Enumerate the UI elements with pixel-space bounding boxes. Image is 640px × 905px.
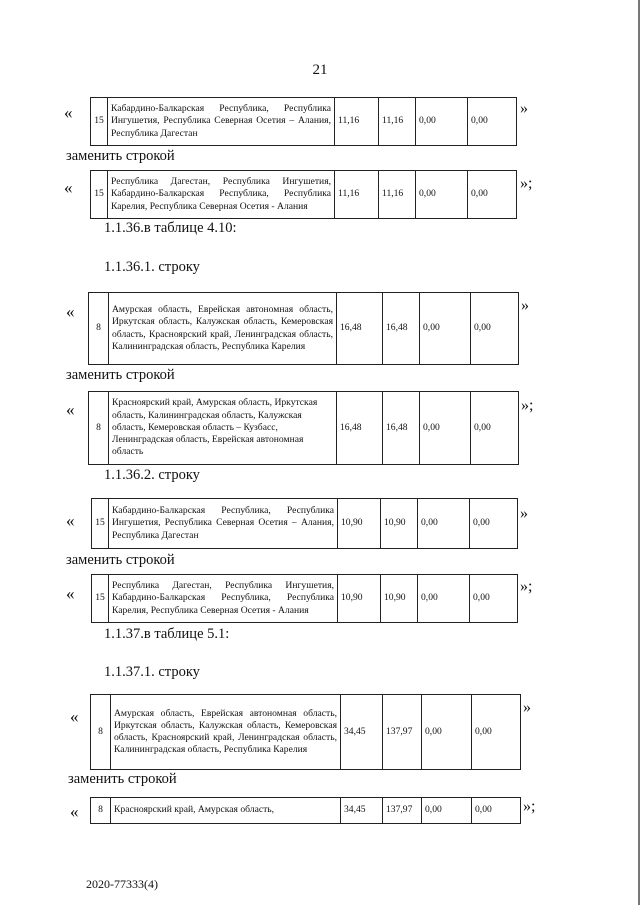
value-1: 16,48 (337, 392, 383, 465)
opening-quote: « (66, 511, 75, 530)
row-number: 8 (91, 798, 111, 824)
table-row (88, 391, 519, 465)
region-list: Кабардино-Балкарская Республика, Республика Ингушетия, Республика Северная Осетия – Алания, Республика Дагестан (108, 98, 335, 146)
value-2: 16,48 (383, 392, 420, 465)
closing-quote: » (520, 100, 528, 117)
region-list: Республика Дагестан, Республика Ингушетия, Кабардино-Балкарская Республика, Республика Карелия, Республика Северная Осетия - Алания (108, 171, 335, 219)
replace-phrase: заменить строкой (66, 148, 175, 164)
region-list: Амурская область, Еврейская автономная область, Иркутская область, Калужская область, Кемеровская область, Красноярский край, Ленинградская область, Калининградская область, Республика Карелия (111, 695, 341, 770)
region-list: Амурская область, Еврейская автономная область, Иркутская область, Калужская область, Кемеровская область, Красноярский край, Ленинградская область, Калининградская область, Республика Карелия (109, 293, 337, 365)
opening-quote: « (66, 400, 75, 419)
replace-phrase: заменить строкой (68, 771, 177, 787)
value-4: 0,00 (470, 499, 518, 549)
value-3: 0,00 (422, 798, 472, 824)
section-heading: 1.1.37.в таблице 5.1: (104, 626, 230, 642)
opening-quote: « (66, 302, 75, 321)
section-heading: 1.1.37.1. строку (104, 664, 200, 680)
value-2: 10,90 (381, 499, 418, 549)
value-4: 0,00 (471, 392, 519, 465)
value-2: 137,97 (383, 798, 422, 824)
value-3: 0,00 (418, 499, 470, 549)
value-4: 0,00 (472, 798, 521, 824)
opening-quote: « (70, 707, 79, 726)
region-list: Кабардино-Балкарская Республика, Республика Ингушетия, Республика Северная Осетия – Алания, Республика Дагестан (109, 499, 338, 549)
value-2: 11,16 (379, 98, 416, 146)
value-3: 0,00 (422, 695, 472, 770)
opening-quote: « (70, 802, 79, 821)
value-2: 16,48 (383, 293, 420, 365)
row-number: 15 (92, 499, 109, 549)
closing-quote: » (523, 699, 531, 716)
page-number: 21 (312, 62, 328, 78)
table-row (90, 694, 521, 770)
table-row (91, 498, 518, 549)
value-1: 16,48 (337, 293, 383, 365)
table-row (90, 797, 521, 824)
row-number: 15 (92, 575, 109, 623)
value-4: 0,00 (472, 695, 521, 770)
value-3: 0,00 (418, 575, 470, 623)
region-list: Красноярский край, Амурская область, (111, 798, 341, 824)
region-list: Красноярский край, Амурская область, Иркутская область, Калининградская область, Калужская область, Кемеровская область – Кузбасс, Ленинградская область, Еврейская автономная область (109, 392, 337, 465)
row-number: 8 (91, 695, 111, 770)
table-row (90, 170, 517, 219)
value-1: 34,45 (341, 695, 383, 770)
value-2: 11,16 (379, 171, 416, 219)
row-number: 15 (91, 171, 108, 219)
value-1: 11,16 (335, 171, 379, 219)
value-3: 0,00 (416, 98, 468, 146)
closing-quote: » (520, 505, 528, 522)
closing-quote: »; (520, 175, 533, 192)
replace-phrase: заменить строкой (66, 367, 175, 383)
table-row (90, 97, 517, 146)
row-number: 8 (89, 392, 109, 465)
value-1: 34,45 (341, 798, 383, 824)
section-heading: 1.1.36.в таблице 4.10: (104, 220, 237, 236)
value-4: 0,00 (468, 171, 517, 219)
value-4: 0,00 (470, 575, 518, 623)
row-number: 15 (91, 98, 108, 146)
closing-quote: »; (521, 397, 534, 414)
section-heading: 1.1.36.1. строку (104, 259, 200, 275)
closing-quote: » (521, 297, 529, 314)
opening-quote: « (64, 178, 73, 197)
region-list: Республика Дагестан, Республика Ингушетия, Кабардино-Балкарская Республика, Республика Карелия, Республика Северная Осетия - Алания (109, 575, 338, 623)
value-4: 0,00 (468, 98, 517, 146)
value-1: 10,90 (338, 575, 381, 623)
value-1: 10,90 (338, 499, 381, 549)
value-4: 0,00 (471, 293, 519, 365)
section-heading: 1.1.36.2. строку (104, 467, 200, 483)
value-2: 137,97 (383, 695, 422, 770)
value-3: 0,00 (420, 392, 471, 465)
opening-quote: « (66, 584, 75, 603)
row-number: 8 (89, 293, 109, 365)
value-3: 0,00 (416, 171, 468, 219)
table-row (91, 574, 518, 623)
value-2: 10,90 (381, 575, 418, 623)
closing-quote: »; (523, 798, 536, 815)
opening-quote: « (64, 103, 73, 122)
closing-quote: »; (520, 578, 533, 595)
document-code: 2020-77333(4) (86, 877, 158, 891)
table-row (88, 292, 519, 365)
value-1: 11,16 (335, 98, 379, 146)
value-3: 0,00 (420, 293, 471, 365)
replace-phrase: заменить строкой (66, 552, 175, 568)
